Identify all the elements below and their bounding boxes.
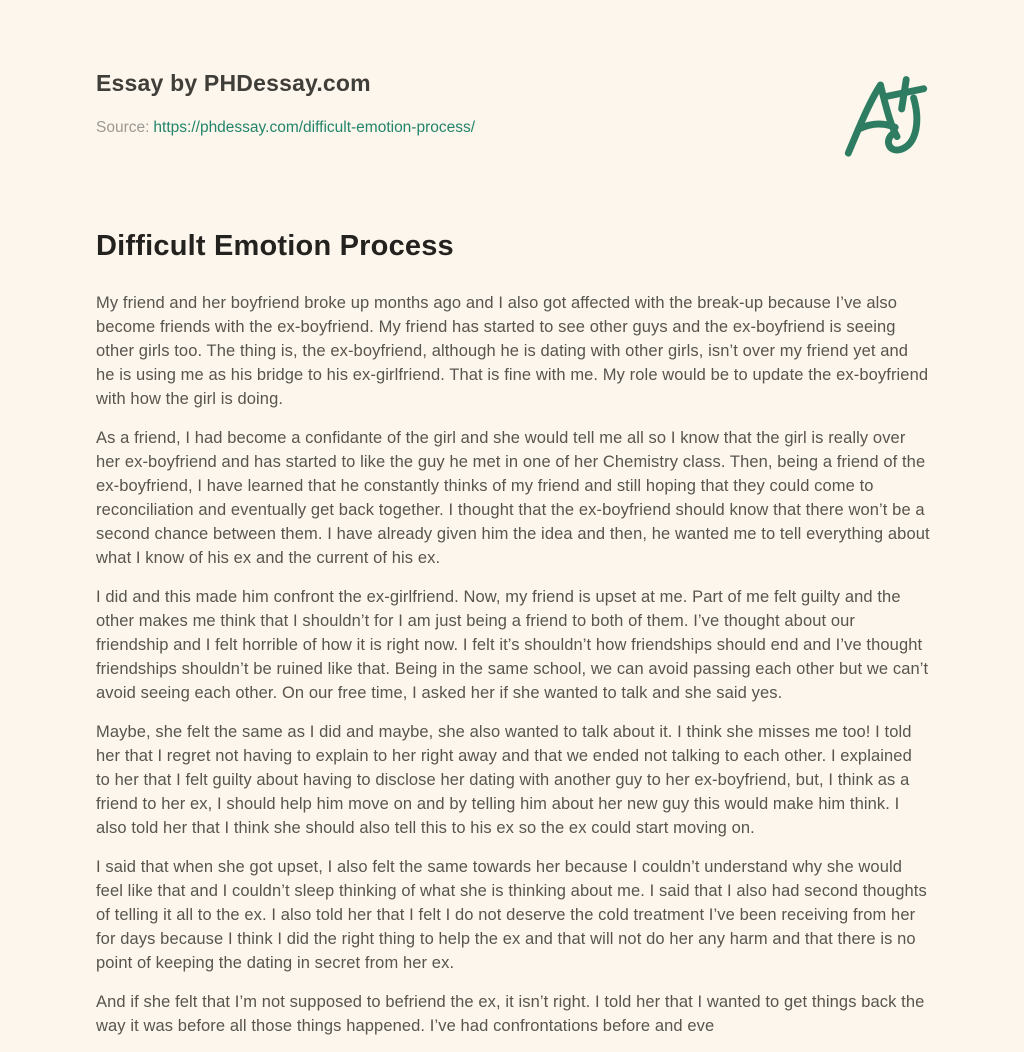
article-title: Difficult Emotion Process [96, 230, 454, 262]
source-link[interactable]: https://phdessay.com/difficult-emotion-process/ [153, 119, 476, 136]
article-body [96, 291, 930, 1038]
header-text-block [96, 70, 475, 137]
essay-paragraph: My friend and her boyfriend broke up months ago and I also got affected with the break-up because I’ve also become friends with the ex-boyfriend. My friend has started to see other guys and the ex-boyfriend is seeing other girls too. The thing is, the ex-boyfriend, although he is dating with other girls, isn’t over my friend yet and he is using me as his bridge to his ex-girlfriend. That is fine with me. My role would be to update the ex-boyfriend with how the girl is doing. [96, 294, 929, 408]
essay-paragraph: I did and this made him confront the ex-girlfriend. Now, my friend is upset at me. Part of me felt guilty and the other makes me think that I shouldn’t for I am just being a friend to both of them. I’ve thought about our friendship and I felt horrible of how it is right now. I felt it’s shouldn’t how friendships should end and I’ve thought friendships shouldn’t be ruined like that. Being in the same school, we can avoid passing each other but we can’t avoid seeing each other. On our free time, I asked her if she wanted to talk and she said yes. [96, 588, 929, 702]
essay-paragraph: Maybe, she felt the same as I did and maybe, she also wanted to talk about it. I think she misses me too! I told her that I regret not having to explain to her right away and that we ended not talking to each other. I explained to her that I felt guilty about having to disclose her dating with another guy to her ex-boyfriend, but, I think as a friend to her ex, I should help him move on and by telling him about her new guy this would make him think. I also told her that I think she should also tell this to his ex so the ex could start moving on. [96, 723, 912, 837]
essay-paragraph: And if she felt that I’m not supposed to befriend the ex, it isn’t right. I told her that I wanted to get things back the way it was before all those things happened. I’ve had confrontations before and eve [96, 993, 925, 1035]
a-plus-logo-icon [840, 72, 932, 168]
page-header [96, 70, 928, 168]
source-label: Source: [96, 119, 150, 136]
site-title: Essay by PHDessay.com [96, 70, 371, 96]
essay-paragraph: As a friend, I had become a confidante of the girl and she would tell me all so I know that the girl is really over her ex-boyfriend and has started to like the guy he met in one of her Chemistry class. Then, being a friend of the ex-boyfriend, I have learned that he constantly thinks of my friend and still hoping that they could come to reconciliation and eventually get back together. I thought that the ex-boyfriend should know that there won’t be a second chance between them. I have already given him the idea and then, he wanted me to tell everything about what I know of his ex and the current of his ex. [96, 429, 930, 567]
essay-paragraph: I said that when she got upset, I also felt the same towards her because I couldn’t understand why she would feel like that and I couldn’t sleep thinking of what she is thinking about me. I said that I also had second thoughts of telling it all to the ex. I also told her that I felt I do not deserve the cold treatment I’ve been receiving from her for days because I think I did the right thing to help the ex and that will not do her any harm and that there is no point of keeping the dating in secret from her ex. [96, 858, 927, 972]
source-line [96, 119, 475, 137]
